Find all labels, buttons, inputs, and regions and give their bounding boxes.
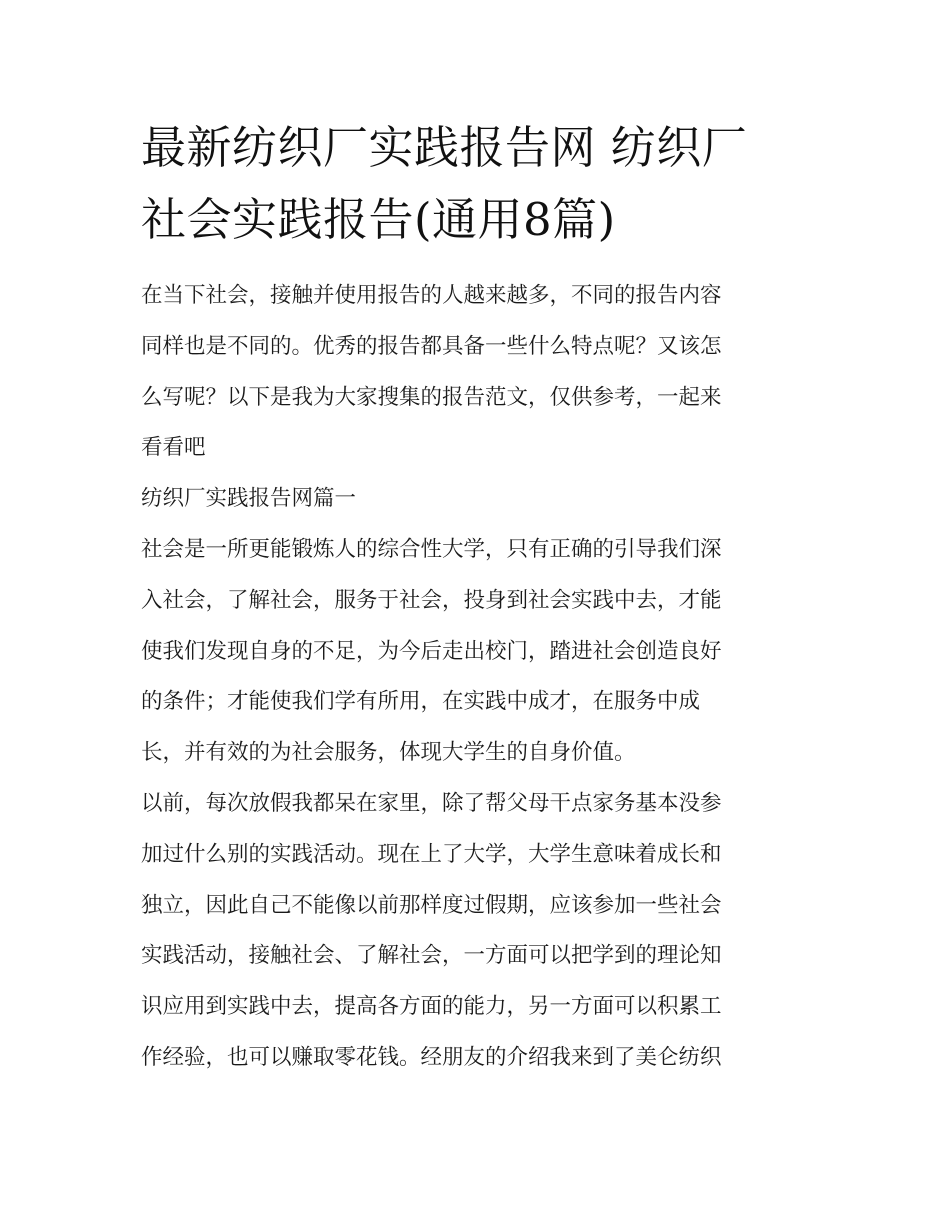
paragraph-2 <box>141 779 813 1084</box>
paragraph-line: 社会是一所更能锻炼人的综合性大学，只有正确的引导我们深 <box>141 536 722 562</box>
document-content <box>141 112 813 1084</box>
intro-line: 同样也是不同的。优秀的报告都具备一些什么特点呢？又该怎 <box>141 333 722 359</box>
paragraph-line: 以前，每次放假我都呆在家里，除了帮父母干点家务基本没参 <box>141 790 722 816</box>
paragraph-line: 使我们发现自身的不足，为今后走出校门，踏进社会创造良好 <box>141 638 722 664</box>
paragraph-line: 长，并有效的为社会服务，体现大学生的自身价值。 <box>141 740 636 766</box>
section-heading-text: 纺织厂实践报告网篇一 <box>141 486 357 512</box>
intro-line: 在当下社会，接触并使用报告的人越来越多，不同的报告内容 <box>141 283 722 308</box>
paragraph-line: 的条件；才能使我们学有所用，在实践中成才，在服务中成 <box>141 689 701 715</box>
paragraph-line: 识应用到实践中去，提高各方面的能力，另一方面可以积累工 <box>141 994 722 1020</box>
document-title <box>141 112 813 256</box>
intro-line: 看看吧 <box>141 435 206 461</box>
paragraph-line: 入社会，了解社会，服务于社会，投身到社会实践中去，才能 <box>141 587 722 613</box>
paragraph-1 <box>141 525 813 779</box>
intro-paragraph <box>141 271 813 474</box>
title-line-2: 社会实践报告(通用8篇) <box>141 193 616 246</box>
intro-line: 么写呢？以下是我为大家搜集的报告范文，仅供参考，一起来 <box>141 384 722 410</box>
document-body <box>141 271 813 1084</box>
paragraph-line: 加过什么别的实践活动。现在上了大学，大学生意味着成长和 <box>141 841 722 867</box>
paragraph-line: 实践活动，接触社会、了解社会，一方面可以把学到的理论知 <box>141 943 722 969</box>
paragraph-line: 作经验，也可以赚取零花钱。经朋友的介绍我来到了美仑纺织 <box>141 1044 722 1070</box>
section-heading <box>141 474 813 525</box>
paragraph-line: 独立，因此自己不能像以前那样度过假期，应该参加一些社会 <box>141 892 722 918</box>
title-line-1: 最新纺织厂实践报告网 纺织厂 <box>141 121 748 174</box>
